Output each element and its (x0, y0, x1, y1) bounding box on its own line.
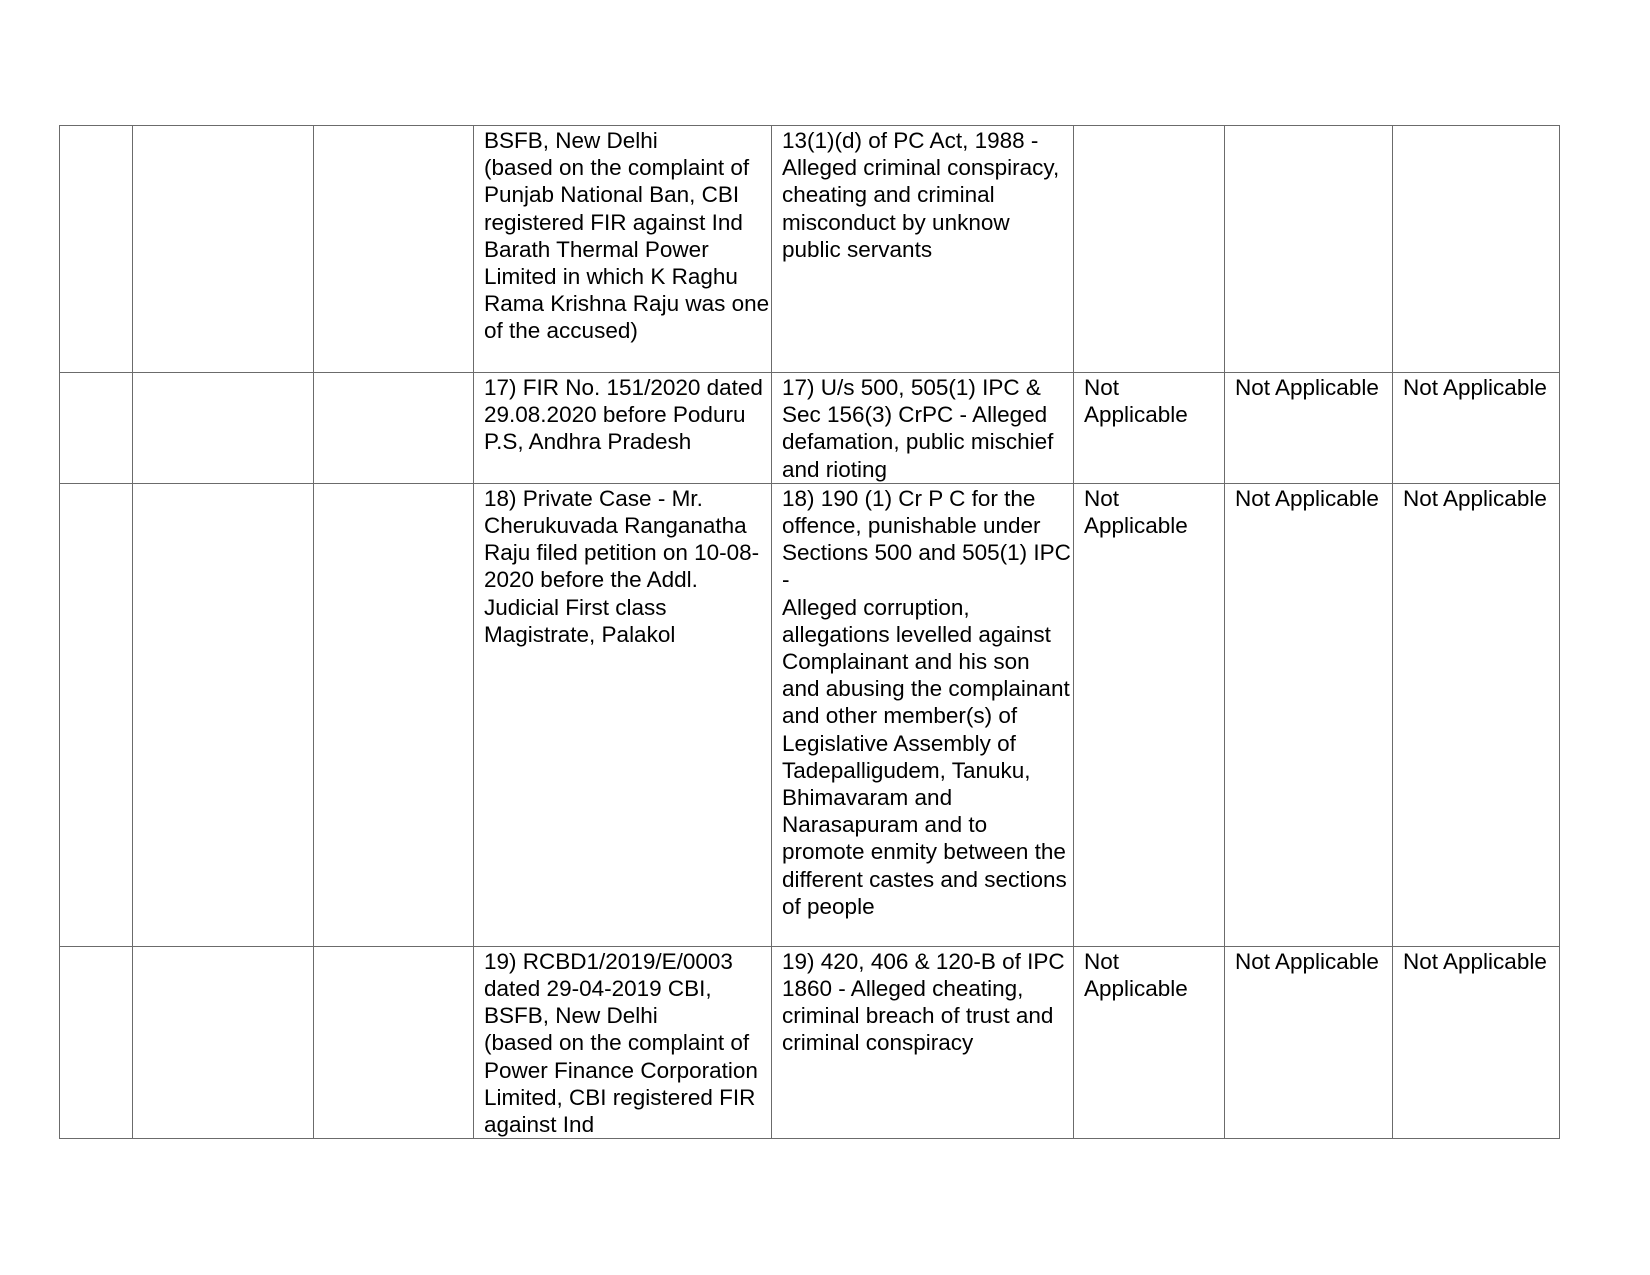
blank-cell (133, 373, 314, 484)
status-cell (1393, 126, 1560, 373)
sections-cell: 18) 190 (1) Cr P C for the offence, punishable under Sections 500 and 505(1) IPC - Alleged corruption, allegations levelled against Complainant and his son and abusing the complainant and other member(s) of Legislative Assembly of Tadepalligudem, Tanuku, Bhimavaram and Narasapuram and to promote enmity between the different castes and sections of people (772, 483, 1074, 946)
case-details-cell: 17) FIR No. 151/2020 dated 29.08.2020 before Poduru P.S, Andhra Pradesh (474, 373, 772, 484)
blank-cell (314, 126, 474, 373)
status-cell: Not Applicable (1225, 946, 1393, 1138)
case-details-cell: 19) RCBD1/2019/E/0003 dated 29-04-2019 CBI, BSFB, New Delhi (based on the complaint of Power Finance Corporation Limited, CBI registered FIR against Ind (474, 946, 772, 1138)
case-details-cell: BSFB, New Delhi (based on the complaint of Punjab National Ban, CBI registered FIR against Ind Barath Thermal Power Limited in which K Raghu Rama Krishna Raju was one of the accused) (474, 126, 772, 373)
blank-cell (133, 126, 314, 373)
serial-cell (60, 126, 133, 373)
cases-table (59, 125, 1560, 1139)
blank-cell (314, 483, 474, 946)
blank-cell (133, 483, 314, 946)
blank-cell (314, 373, 474, 484)
status-cell (1074, 126, 1225, 373)
sections-cell: 19) 420, 406 & 120-B of IPC 1860 - Alleged cheating, criminal breach of trust and criminal conspiracy (772, 946, 1074, 1138)
status-cell: Not Applicable (1074, 373, 1225, 484)
status-cell: Not Applicable (1074, 483, 1225, 946)
table-row (60, 946, 1560, 1138)
status-cell: Not Applicable (1393, 483, 1560, 946)
status-cell (1225, 126, 1393, 373)
serial-cell (60, 483, 133, 946)
status-cell: Not Applicable (1393, 373, 1560, 484)
blank-cell (133, 946, 314, 1138)
status-cell: Not Applicable (1225, 373, 1393, 484)
serial-cell (60, 946, 133, 1138)
status-cell: Not Applicable (1393, 946, 1560, 1138)
blank-cell (314, 946, 474, 1138)
status-cell: Not Applicable (1225, 483, 1393, 946)
status-cell: Not Applicable (1074, 946, 1225, 1138)
table-row (60, 126, 1560, 373)
sections-cell: 17) U/s 500, 505(1) IPC & Sec 156(3) CrPC - Alleged defamation, public mischief and rioting (772, 373, 1074, 484)
case-details-cell: 18) Private Case - Mr. Cherukuvada Ranganatha Raju filed petition on 10-08-2020 before the Addl. Judicial First class Magistrate, Palakol (474, 483, 772, 946)
table-row (60, 483, 1560, 946)
serial-cell (60, 373, 133, 484)
sections-cell: 13(1)(d) of PC Act, 1988 - Alleged criminal conspiracy, cheating and criminal misconduct by unknow public servants (772, 126, 1074, 373)
table-row (60, 373, 1560, 484)
